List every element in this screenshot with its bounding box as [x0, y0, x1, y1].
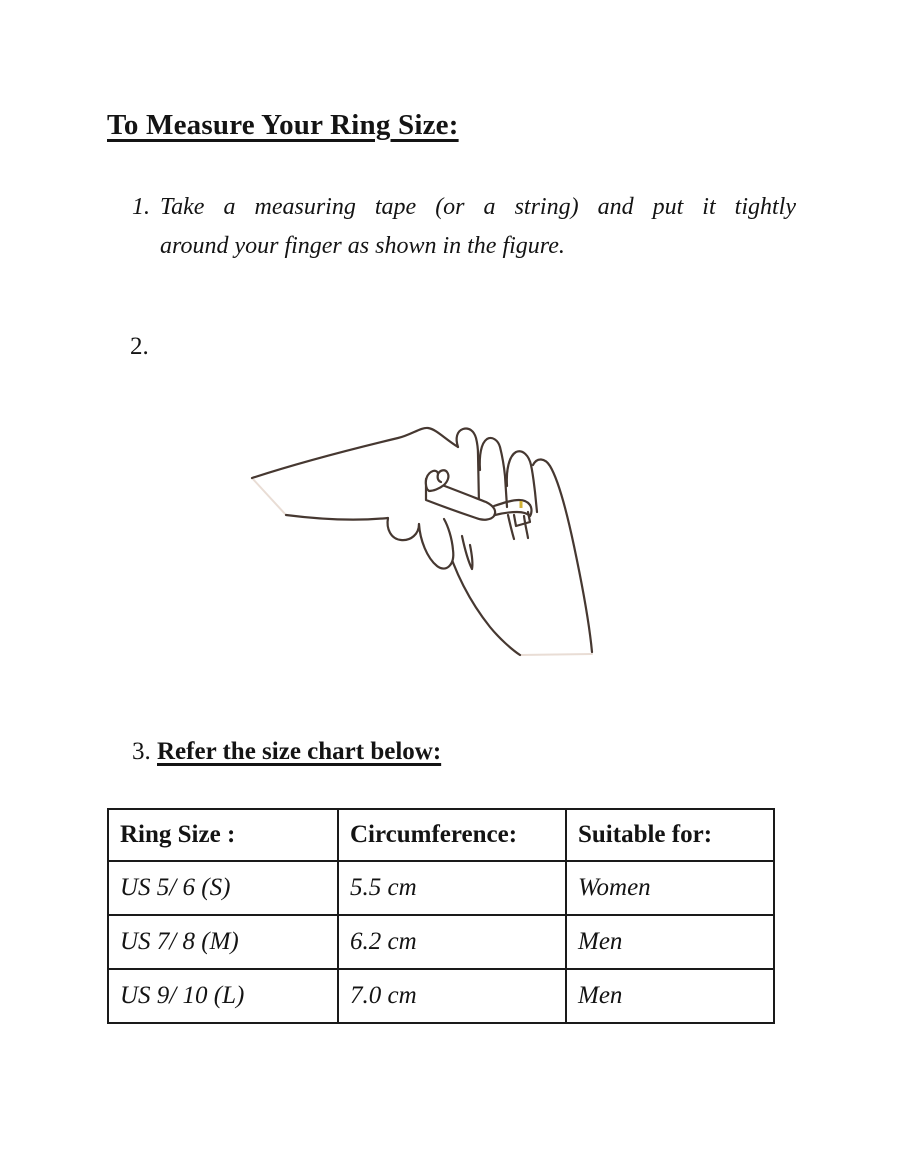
finger-gap-line: [508, 515, 514, 539]
step-1-number: 1.: [132, 194, 150, 220]
cell-circumference: 7.0 cm: [338, 969, 566, 1023]
cell-suitable-for: Men: [566, 915, 774, 969]
table-row: [108, 915, 774, 969]
string-band-wrap: [530, 505, 532, 516]
curled-finger-hanging: [419, 516, 453, 568]
hand-ring-illustration-svg: [240, 408, 600, 658]
step-1-text: [160, 188, 796, 266]
step-1-text-line-1: Take a measuring tape (or a string) and put it tightly: [160, 194, 796, 220]
page-title: To Measure Your Ring Size:: [107, 109, 459, 141]
header-suitable-for: Suitable for:: [566, 809, 774, 861]
cell-ring-size: US 5/ 6 (S): [108, 861, 338, 915]
hand-inner-edge: [446, 541, 520, 655]
finger-gap-line: [524, 516, 528, 538]
cell-suitable-for: Men: [566, 969, 774, 1023]
cell-ring-size: US 7/ 8 (M): [108, 915, 338, 969]
hand-outer-edge: [533, 459, 592, 652]
cell-circumference: 5.5 cm: [338, 861, 566, 915]
table-row: [108, 861, 774, 915]
step-3: [132, 736, 441, 768]
middle-finger: [480, 438, 507, 507]
hand-ring-illustration: [240, 408, 600, 658]
wrist-cut-edge-line: [520, 654, 592, 655]
fingertip-spike: [462, 536, 472, 569]
header-ring-size: Ring Size :: [108, 809, 338, 861]
step-1-text-line-2: around your finger as shown in the figure.: [160, 233, 565, 259]
table-row: [108, 969, 774, 1023]
ring-size-chart-table: [107, 808, 775, 1024]
arm-cut-edge-line: [252, 478, 286, 515]
cell-ring-size: US 9/ 10 (L): [108, 969, 338, 1023]
table-header-row: [108, 809, 774, 861]
arm-bottom-contour: [286, 515, 388, 520]
step-3-number: 3.: [132, 738, 151, 765]
cell-circumference: 6.2 cm: [338, 915, 566, 969]
step-3-label: Refer the size chart below:: [157, 738, 442, 765]
arm-top-contour: [252, 428, 458, 478]
string-band-top: [494, 500, 530, 506]
header-circumference: Circumference:: [338, 809, 566, 861]
step-2-number: 2.: [130, 333, 149, 360]
cell-suitable-for: Women: [566, 861, 774, 915]
